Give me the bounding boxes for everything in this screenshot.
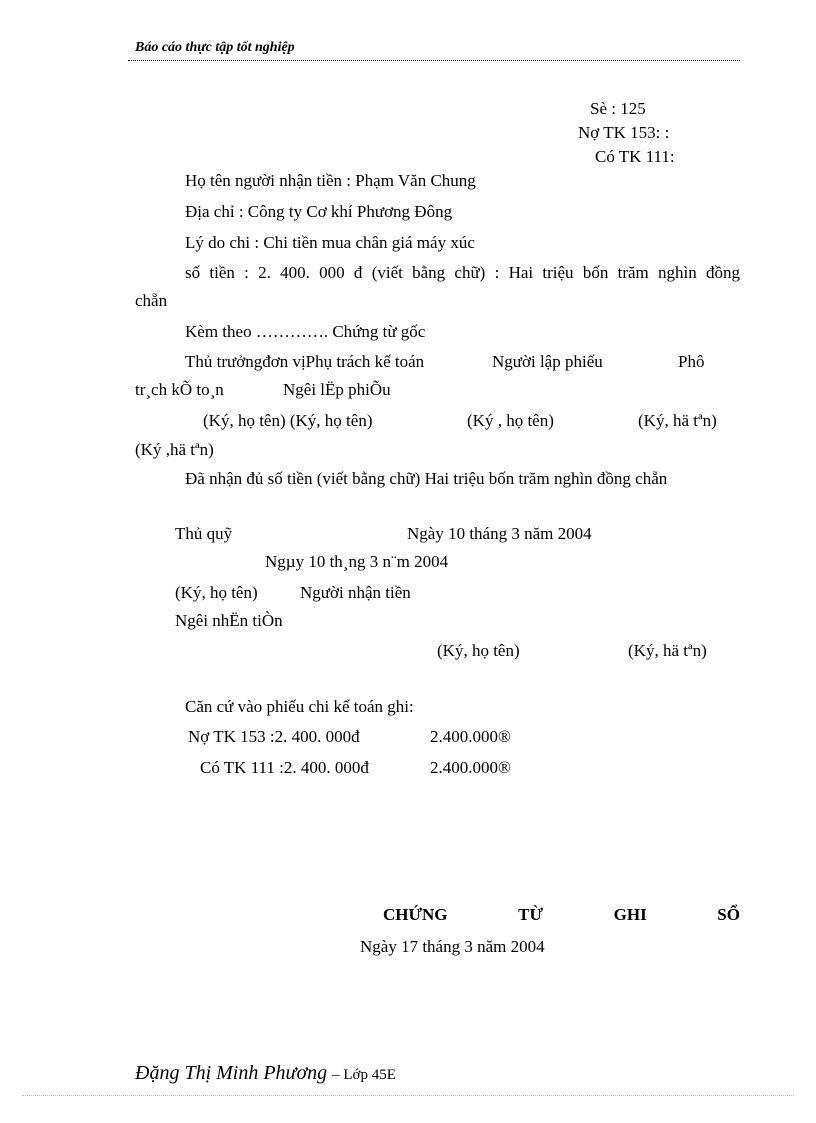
signer-accountant-legacy: tr¸ch kÕ to¸n (135, 380, 224, 399)
address-line: Địa chỉ : Công ty Cơ khí Phương Đông (185, 202, 453, 221)
reason-line: Lý do chi : Chi tiền mua chân giá máy xúc (185, 233, 475, 252)
signer-deputy: Phô (678, 352, 705, 371)
signer-preparer: Người lập phiếu (492, 352, 603, 371)
sign-hint-pair: (Ký, họ tên) (Ký, họ tên) (203, 411, 373, 430)
signer-preparer-legacy: Ngêi lËp phiÕu (283, 380, 391, 399)
receiver-label: Người nhận tiền (300, 583, 411, 602)
entry-basis-line: Căn cứ vào phiếu chi kế toán ghi: (185, 697, 414, 716)
attached-documents-line: Kèm theo …………. Chứng từ gốc (185, 322, 426, 341)
voucher-date: Ngày 10 tháng 3 năm 2004 (407, 524, 592, 543)
signer-director-accountant: Thủ trưởngđơn vịPhụ trách kế toán (185, 352, 425, 371)
entry-credit-label: Có TK 111 :2. 400. 000đ (200, 758, 369, 777)
voucher-credit-account: Có TK 111: (595, 147, 675, 166)
sign-hint-legacy-continued: (Ký ,hä tªn) (135, 440, 214, 459)
receiver-sign-hint-legacy: (Ký, hä tªn) (628, 641, 707, 660)
voucher-number: Sè : 125 (590, 99, 646, 118)
header-title: Báo cáo thực tập tốt nghiệp (135, 40, 295, 55)
receiver-name-line: Họ tên người nhận tiền : Phạm Văn Chung (185, 171, 476, 190)
entry-debit-amount: 2.400.000® (430, 727, 511, 746)
section-title-word: CHỨNG (383, 905, 448, 924)
footer-author-block (135, 1062, 396, 1085)
section-title (383, 905, 740, 925)
footer-divider (22, 1095, 794, 1096)
voucher-debit-account: Nợ TK 153: : (578, 123, 670, 142)
received-amount-line: Đã nhận đủ số tiền (viết bằng chữ) Hai triệu bốn trăm nghìn đồng chẵn (185, 469, 668, 488)
footer-class: – Lớp 45E (332, 1067, 396, 1083)
section-title-word: TỪ (518, 905, 544, 924)
section-title-word: SỔ (717, 905, 740, 924)
entry-credit-amount: 2.400.000® (430, 758, 511, 777)
footer-author: Đặng Thị Minh Phương (135, 1062, 328, 1084)
entry-debit-label: Nợ TK 153 :2. 400. 000đ (188, 727, 360, 746)
section-title-word: GHI (613, 905, 647, 924)
cashier-label: Thủ quỹ (175, 524, 233, 543)
amount-line: số tiền : 2. 400. 000 đ (viết bằng chữ) : Hai triệu bốn trăm nghìn đồng (185, 263, 740, 282)
sign-hint-legacy: (Ký, hä tªn) (638, 411, 717, 430)
voucher-date-legacy: Ngµy 10 th¸ng 3 n¨m 2004 (265, 552, 449, 571)
receiver-label-legacy: Ngêi nhËn tiÒn (175, 611, 283, 630)
section-date: Ngày 17 tháng 3 năm 2004 (360, 937, 545, 956)
header-divider (128, 60, 740, 61)
receiver-sign-hint: (Ký, họ tên) (437, 641, 520, 660)
amount-line-continued: chẵn (135, 291, 168, 310)
sign-hint-preparer: (Ký , họ tên) (467, 411, 554, 430)
cashier-sign-hint: (Ký, họ tên) (175, 583, 258, 602)
